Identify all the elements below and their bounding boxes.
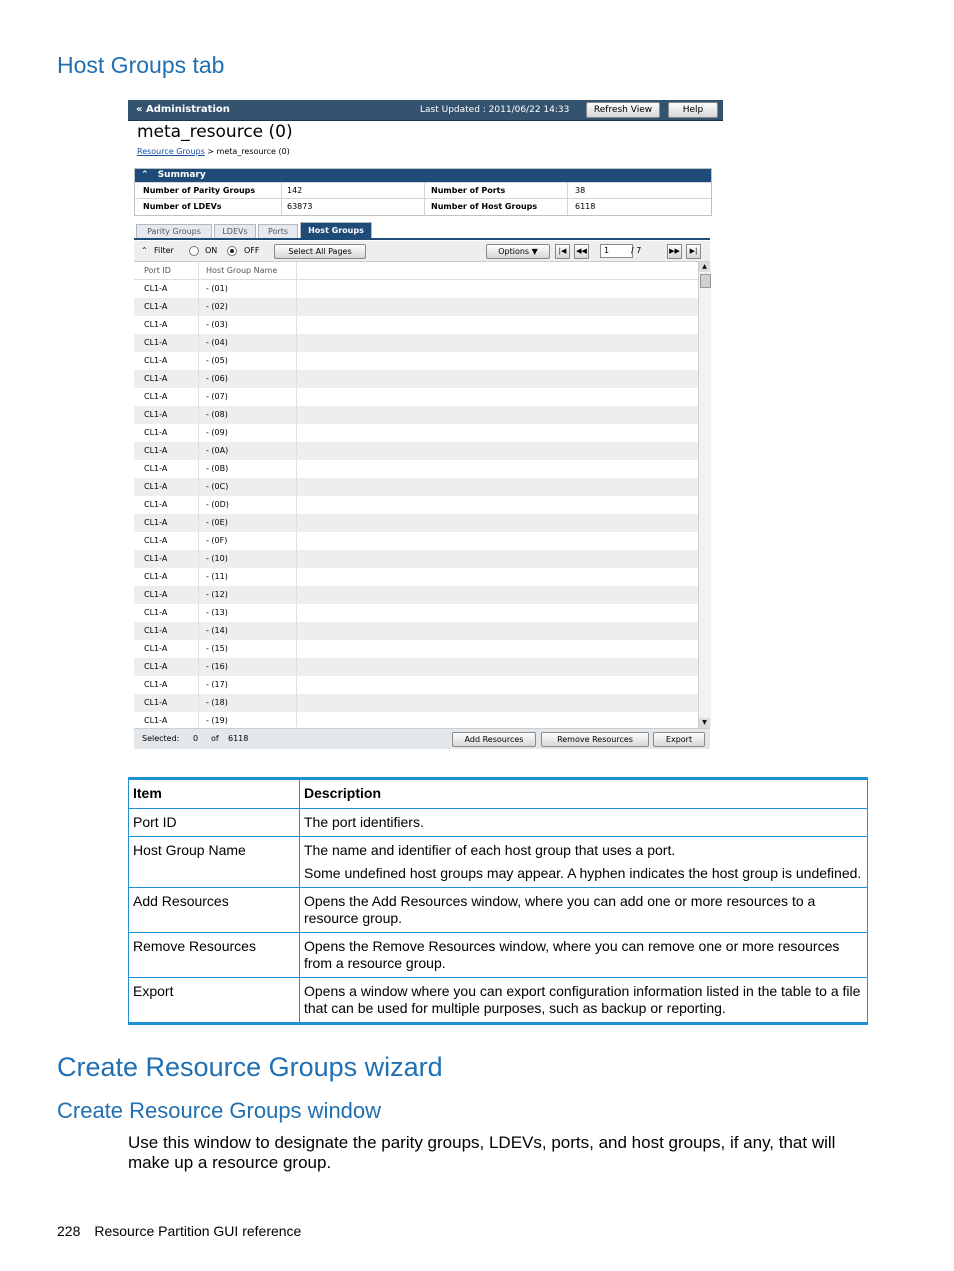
table-row bbox=[129, 933, 868, 978]
page-footer bbox=[57, 1223, 315, 1239]
host-group-name-cell: - (08) bbox=[206, 410, 228, 419]
page-number-input[interactable]: 1 bbox=[600, 244, 633, 258]
refresh-view-button[interactable]: Refresh View bbox=[586, 102, 660, 118]
footer-section-title: Resource Partition GUI reference bbox=[94, 1223, 302, 1239]
resource-title: meta_resource (0) bbox=[137, 122, 293, 142]
section-heading-create-window: Create Resource Groups window bbox=[57, 1098, 382, 1123]
total-count: 6118 bbox=[228, 734, 249, 743]
collapse-icon: ⌃ bbox=[141, 170, 149, 180]
table-row bbox=[129, 809, 868, 837]
scroll-up-icon[interactable]: ▲ bbox=[699, 262, 710, 272]
selected-label: Selected: bbox=[142, 734, 180, 743]
item-cell: Host Group Name bbox=[129, 837, 300, 888]
selected-count: 0 bbox=[193, 734, 199, 743]
description-text: The port identifiers. bbox=[304, 814, 424, 830]
host-group-name-cell: - (0D) bbox=[206, 500, 229, 509]
add-resources-button[interactable]: Add Resources bbox=[452, 732, 536, 747]
table-row[interactable] bbox=[134, 496, 698, 514]
port-id-cell: CL1-A bbox=[144, 482, 168, 491]
last-updated-text: Last Updated : 2011/06/22 14:33 bbox=[420, 105, 570, 115]
summary-header[interactable] bbox=[135, 169, 711, 182]
port-id-cell: CL1-A bbox=[144, 662, 168, 671]
port-id-cell: CL1-A bbox=[144, 374, 168, 383]
filter-on-radio[interactable] bbox=[189, 246, 199, 256]
host-group-name-cell: - (13) bbox=[206, 608, 228, 617]
port-id-cell: CL1-A bbox=[144, 356, 168, 365]
port-id-cell: CL1-A bbox=[144, 626, 168, 635]
scroll-down-icon[interactable]: ▼ bbox=[699, 718, 710, 728]
port-id-cell: CL1-A bbox=[144, 302, 168, 311]
item-cell: Port ID bbox=[129, 809, 300, 837]
table-row[interactable] bbox=[134, 388, 698, 406]
options-dropdown[interactable] bbox=[486, 244, 550, 259]
description-table bbox=[128, 777, 868, 1025]
column-header-port-id[interactable]: Port ID bbox=[144, 266, 171, 275]
window-title-text: Administration bbox=[145, 104, 230, 115]
summary-row bbox=[135, 198, 711, 215]
item-cell: Remove Resources bbox=[129, 933, 300, 978]
port-id-cell: CL1-A bbox=[144, 428, 168, 437]
table-row[interactable] bbox=[134, 550, 698, 568]
table-row[interactable] bbox=[134, 568, 698, 586]
table-row[interactable] bbox=[134, 532, 698, 550]
port-id-cell: CL1-A bbox=[144, 518, 168, 527]
options-label: Options bbox=[498, 247, 530, 256]
ports-label: Number of Ports bbox=[431, 186, 506, 195]
host-group-name-cell: - (15) bbox=[206, 644, 228, 653]
host-group-name-cell: - (01) bbox=[206, 284, 228, 293]
table-row[interactable] bbox=[134, 586, 698, 604]
description-text: Opens a window where you can export configuration information listed in the table to a file that can be used for multiple purposes, such as backup or reporting. bbox=[304, 983, 861, 1016]
screenshot-host-groups-tab bbox=[128, 100, 723, 750]
summary-panel bbox=[134, 168, 712, 216]
table-row[interactable] bbox=[134, 352, 698, 370]
table-header-item: Item bbox=[129, 779, 300, 809]
port-id-cell: CL1-A bbox=[144, 680, 168, 689]
description-cell bbox=[300, 978, 868, 1024]
table-row[interactable] bbox=[134, 316, 698, 334]
chevron-down-icon: ▼ bbox=[531, 247, 538, 256]
table-row[interactable] bbox=[134, 514, 698, 532]
port-id-cell: CL1-A bbox=[144, 464, 168, 473]
of-label: of bbox=[211, 734, 219, 743]
port-id-cell: CL1-A bbox=[144, 536, 168, 545]
description-text: Opens the Remove Resources window, where you can remove one or more resources from a resource group. bbox=[304, 938, 840, 971]
item-cell: Export bbox=[129, 978, 300, 1024]
port-id-cell: CL1-A bbox=[144, 590, 168, 599]
previous-page-icon[interactable]: ◀◀ bbox=[574, 244, 589, 259]
filter-icon[interactable]: ⌃ bbox=[141, 246, 148, 255]
host-group-name-cell: - (10) bbox=[206, 554, 228, 563]
table-row[interactable] bbox=[134, 370, 698, 388]
host-groups-grid bbox=[134, 262, 698, 727]
tab-ports[interactable]: Ports bbox=[258, 224, 298, 238]
ports-value: 38 bbox=[575, 186, 586, 195]
host-groups-value: 6118 bbox=[575, 202, 596, 211]
window-title: « Administration bbox=[136, 104, 230, 115]
scroll-thumb[interactable] bbox=[700, 274, 711, 288]
host-group-name-cell: - (11) bbox=[206, 572, 228, 581]
page-total: / 7 bbox=[631, 246, 642, 255]
parity-groups-label: Number of Parity Groups bbox=[143, 186, 256, 195]
host-group-name-cell: - (0B) bbox=[206, 464, 229, 473]
port-id-cell: CL1-A bbox=[144, 446, 168, 455]
table-row[interactable] bbox=[134, 604, 698, 622]
host-group-name-cell: - (02) bbox=[206, 302, 228, 311]
description-cell bbox=[300, 837, 868, 888]
port-id-cell: CL1-A bbox=[144, 500, 168, 509]
host-group-name-cell: - (16) bbox=[206, 662, 228, 671]
table-row[interactable] bbox=[134, 298, 698, 316]
description-cell bbox=[300, 933, 868, 978]
table-row bbox=[129, 888, 868, 933]
table-row bbox=[129, 837, 868, 888]
host-group-name-cell: - (06) bbox=[206, 374, 228, 383]
description-text: The name and identifier of each host group that uses a port. bbox=[304, 842, 676, 858]
filter-off-radio[interactable] bbox=[227, 246, 237, 256]
host-group-name-cell: - (05) bbox=[206, 356, 228, 365]
table-row[interactable] bbox=[134, 442, 698, 460]
port-id-cell: CL1-A bbox=[144, 572, 168, 581]
host-group-name-cell: - (18) bbox=[206, 698, 228, 707]
port-id-cell: CL1-A bbox=[144, 392, 168, 401]
port-id-cell: CL1-A bbox=[144, 644, 168, 653]
port-id-cell: CL1-A bbox=[144, 284, 168, 293]
last-page-icon[interactable]: ▶| bbox=[686, 244, 701, 259]
port-id-cell: CL1-A bbox=[144, 338, 168, 347]
tab-bar bbox=[134, 222, 710, 240]
status-bar bbox=[134, 728, 710, 749]
filter-on-label: ON bbox=[205, 246, 218, 255]
parity-groups-value: 142 bbox=[287, 186, 303, 195]
host-group-name-cell: - (0C) bbox=[206, 482, 229, 491]
ldevs-label: Number of LDEVs bbox=[143, 202, 222, 211]
filter-label[interactable]: Filter bbox=[154, 246, 174, 255]
vertical-scrollbar[interactable] bbox=[698, 262, 711, 728]
select-all-pages-button[interactable]: Select All Pages bbox=[274, 244, 366, 259]
column-header-host-group-name[interactable]: Host Group Name bbox=[206, 266, 278, 275]
table-row[interactable] bbox=[134, 640, 698, 658]
table-row[interactable] bbox=[134, 460, 698, 478]
host-group-name-cell: - (12) bbox=[206, 590, 228, 599]
table-row[interactable] bbox=[134, 280, 698, 298]
ldevs-value: 63873 bbox=[287, 202, 313, 211]
table-row[interactable] bbox=[134, 658, 698, 676]
body-paragraph: Use this window to designate the parity groups, LDEVs, ports, and host groups, if any, that will make up a resource group. bbox=[128, 1133, 836, 1172]
port-id-cell: CL1-A bbox=[144, 608, 168, 617]
host-group-name-cell: - (14) bbox=[206, 626, 228, 635]
host-group-name-cell: - (0A) bbox=[206, 446, 229, 455]
port-id-cell: CL1-A bbox=[144, 554, 168, 563]
table-row[interactable] bbox=[134, 676, 698, 694]
host-group-name-cell: - (07) bbox=[206, 392, 228, 401]
tab-host-groups[interactable]: Host Groups bbox=[300, 222, 372, 238]
table-row[interactable] bbox=[134, 406, 698, 424]
host-group-name-cell: - (09) bbox=[206, 428, 228, 437]
table-header-row bbox=[129, 779, 868, 809]
table-row[interactable] bbox=[134, 424, 698, 442]
port-id-cell: CL1-A bbox=[144, 320, 168, 329]
host-group-name-cell: - (0F) bbox=[206, 536, 228, 545]
host-group-name-cell: - (19) bbox=[206, 716, 228, 725]
host-group-name-cell: - (03) bbox=[206, 320, 228, 329]
page-number: 228 bbox=[57, 1223, 81, 1239]
tab-ldevs[interactable]: LDEVs bbox=[214, 224, 256, 238]
summary-row bbox=[135, 182, 711, 199]
description-text: Opens the Add Resources window, where you can add one or more resources to a resource group. bbox=[304, 893, 816, 926]
table-row[interactable] bbox=[134, 694, 698, 712]
breadcrumb-link-resource-groups[interactable]: Resource Groups bbox=[137, 147, 205, 156]
help-button[interactable]: Help bbox=[668, 102, 718, 118]
item-cell: Add Resources bbox=[129, 888, 300, 933]
filter-off-label: OFF bbox=[244, 246, 260, 255]
first-page-icon[interactable]: |◀ bbox=[555, 244, 570, 259]
section-heading-create-wizard: Create Resource Groups wizard bbox=[57, 1052, 443, 1082]
port-id-cell: CL1-A bbox=[144, 716, 168, 725]
breadcrumb-current: > meta_resource (0) bbox=[207, 147, 290, 156]
export-button[interactable]: Export bbox=[653, 732, 705, 747]
port-id-cell: CL1-A bbox=[144, 698, 168, 707]
table-row[interactable] bbox=[134, 478, 698, 496]
port-id-cell: CL1-A bbox=[144, 410, 168, 419]
description-cell bbox=[300, 888, 868, 933]
description-text: Some undefined host groups may appear. A hyphen indicates the host group is undefined. bbox=[304, 865, 862, 881]
host-group-name-cell: - (04) bbox=[206, 338, 228, 347]
next-page-icon[interactable]: ▶▶ bbox=[667, 244, 682, 259]
tab-parity-groups[interactable]: Parity Groups bbox=[136, 224, 212, 238]
remove-resources-button[interactable]: Remove Resources bbox=[541, 732, 649, 747]
grid-header bbox=[134, 262, 698, 280]
host-group-name-cell: - (0E) bbox=[206, 518, 228, 527]
host-groups-label: Number of Host Groups bbox=[431, 202, 538, 211]
section-heading-host-groups-tab: Host Groups tab bbox=[57, 52, 225, 78]
table-header-description: Description bbox=[300, 779, 868, 809]
table-row bbox=[129, 978, 868, 1024]
table-row[interactable] bbox=[134, 334, 698, 352]
breadcrumb bbox=[137, 147, 290, 156]
table-body bbox=[129, 809, 868, 1024]
description-cell bbox=[300, 809, 868, 837]
filter-toolbar bbox=[134, 241, 710, 262]
window-titlebar bbox=[128, 100, 723, 121]
summary-header-label: Summary bbox=[157, 170, 206, 180]
table-row[interactable] bbox=[134, 622, 698, 640]
host-group-name-cell: - (17) bbox=[206, 680, 228, 689]
